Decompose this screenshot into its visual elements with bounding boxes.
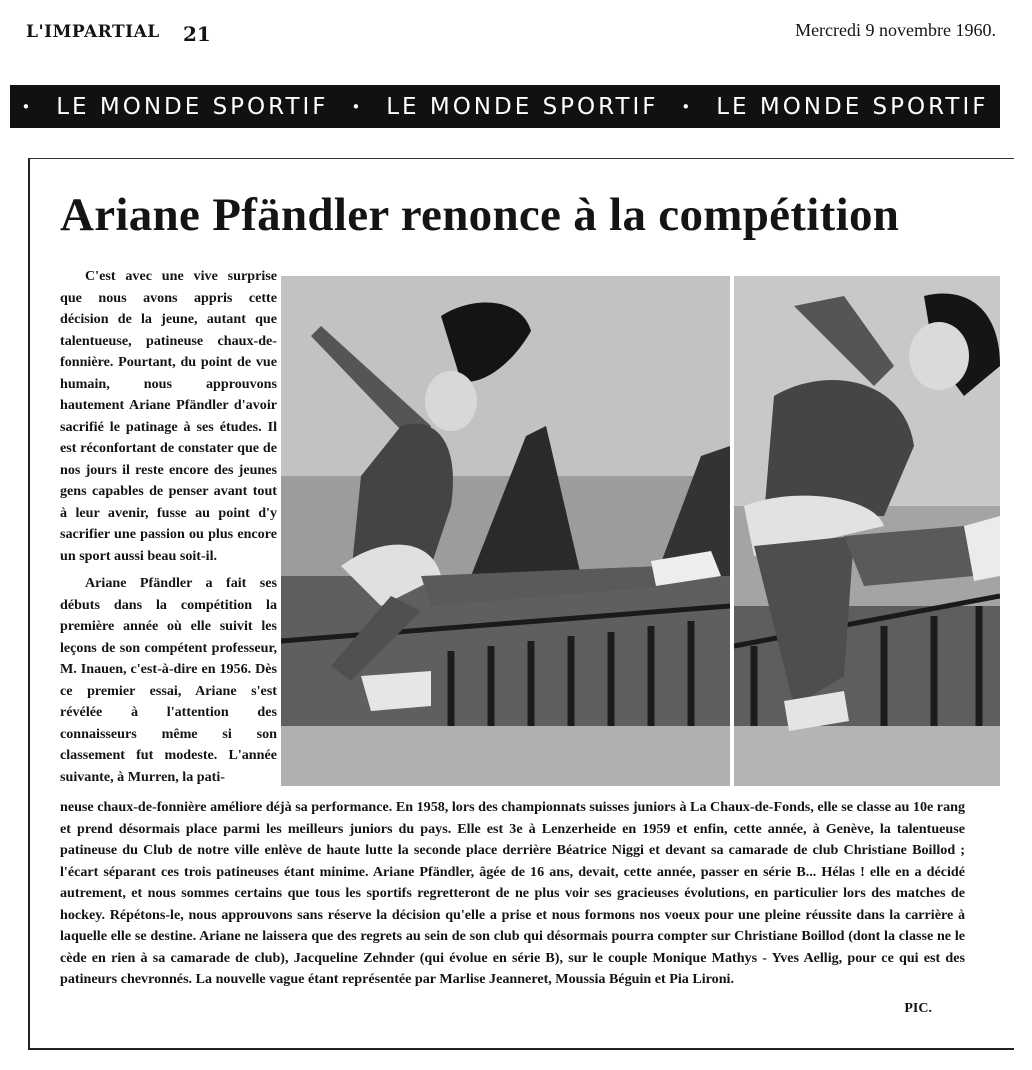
section-banner xyxy=(10,85,1000,128)
article-body-full: neuse chaux-de-fonnière améliore déjà sa performance. En 1958, lors des championnats suisses juniors à La Chaux-de-Fonds, elle se classe au 10e rang et prend désormais place parmi les meilleurs juniors du pays. Elle est 3e à Lenzerheide en 1959 et enfin, cette année, à Genève, la talentueuse patineuse du Club de notre ville enlève de haute lutte la seconde place derrière Béatrice Niggi et devant sa camarade de club Christiane Boillod ; l'écart séparant ces trois patineuses étant minime. Ariane Pfändler, âgée de 16 ans, devait, cette année, passer en série B... Hélas ! elle en a décidé autrement, et nous sommes certains que tous les sportifs regretteront de ne plus voir ses gracieuses évolutions, en particulier lors des matches de hockey. Répétons-le, nous approuvons sans réserve la décision qu'elle a prise et nous formons nos voeux pour une pleine réussite dans la carrière à laquelle elle se destine. Ariane ne laissera que des regrets au sein de son club qui désormais pourra compter sur Christiane Boillod (dont la classe ne le cède en rien à sa camarade de club), Jacqueline Zehnder (qui évolue en série B), sur le couple Monique Mathys - Yves Aellig, pour ce qui est des patineurs chevronnés. La nouvelle vague étant représentée par Marlise Jeanneret, Moussia Béguin et Pia Lironi. xyxy=(60,799,965,987)
banner-separator: • xyxy=(21,97,34,116)
skater-photo-right xyxy=(734,276,1000,786)
banner-label: LE MONDE SPORTIF xyxy=(386,93,659,120)
skater-jump-illustration xyxy=(281,276,730,786)
skater-jump-illustration xyxy=(734,276,1000,786)
banner-label: LE MONDE SPORTIF xyxy=(716,93,989,120)
banner-label: LE MONDE SPORTIF xyxy=(56,93,329,120)
skater-photo-left xyxy=(281,276,730,786)
newspaper-name: L'IMPARTIAL xyxy=(26,22,160,42)
article-paragraph: C'est avec une vive surprise que nous avons appris cette décision de la jeune, autant que talentueuse, patineuse chaux-de-fonnière. Pourtant, du point de vue humain, nous approuvons hautement Ariane Pfändler d'avoir sacrifié le patinage à ses études. Il est réconfortant de constater que de nos jours il reste encore des jeunes gens capables de penser avant tout à leur avenir, fusse au point d'y sacrifier une passion ou plus encore un sport aussi beau soit-il. xyxy=(60,268,277,564)
author-signature: PIC. xyxy=(904,1001,932,1016)
banner-separator: • xyxy=(681,97,694,116)
page-number: 21 xyxy=(183,22,211,46)
article-column-left xyxy=(60,266,277,788)
article-paragraph: Ariane Pfändler a fait ses débuts dans la compétition la première année où elle suivit les leçons de son compétent professeur, M. Inauen, c'est-à-dire en 1956. Dès ce premier essai, Ariane s'est révélée à l'attention des connaisseurs même si son classement fut modeste. L'année suivante, à Murren, la pati- xyxy=(60,575,277,785)
banner-separator: • xyxy=(351,97,364,116)
issue-date: Mercredi 9 novembre 1960. xyxy=(795,20,996,40)
article-headline: Ariane Pfändler renonce à la compétition xyxy=(60,189,900,241)
masthead xyxy=(26,20,996,50)
